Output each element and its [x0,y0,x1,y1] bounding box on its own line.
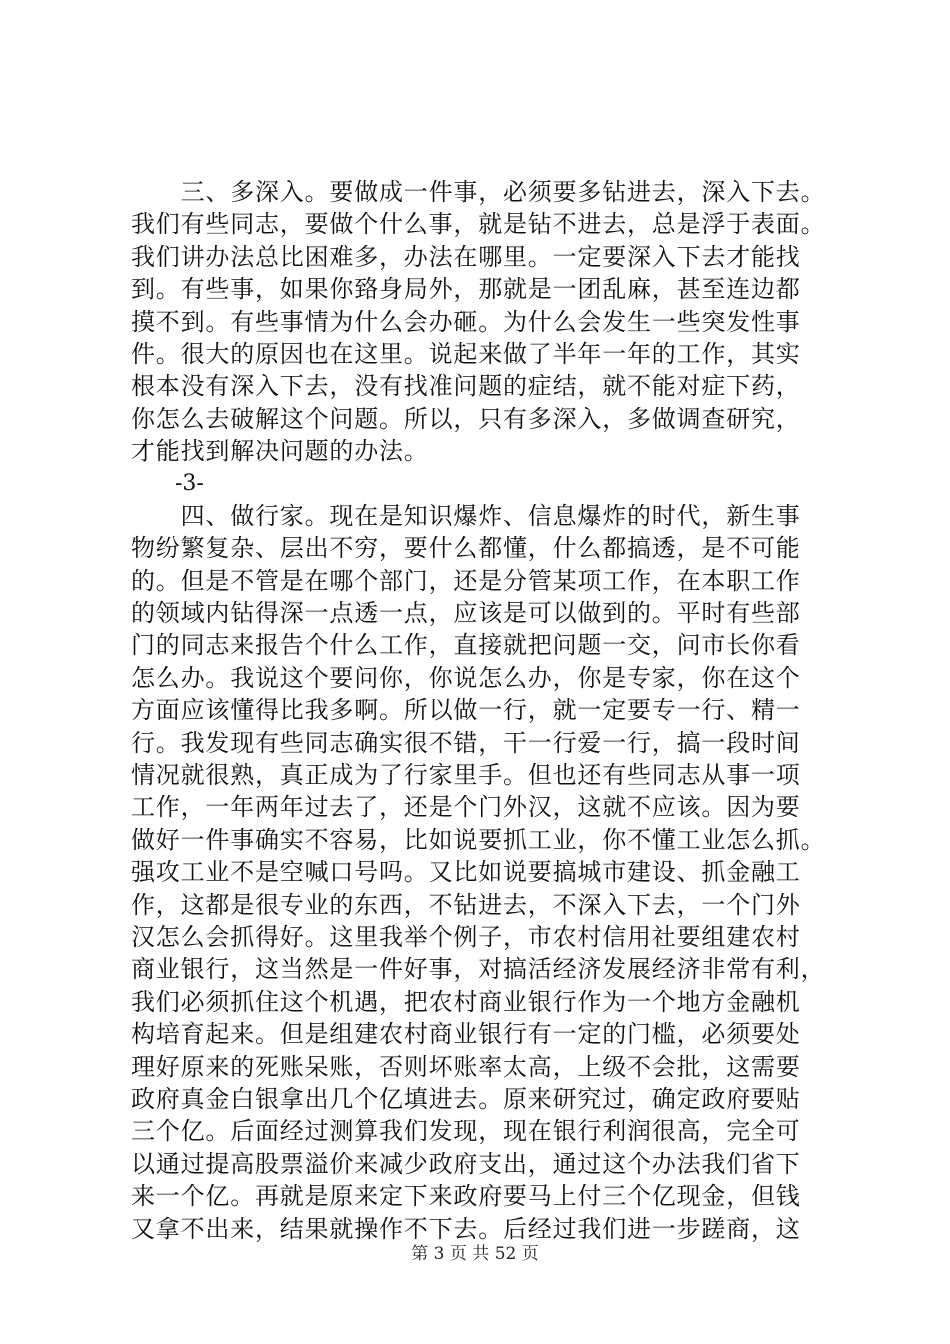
text-line: 又拿不出来，结果就操作不下去。后经过我们进一步蹉商，这 [131,1214,801,1243]
text-line: 工作，一年两年过去了，还是个门外汉，这就不应该。因为要 [131,793,801,822]
text-line: 情况就很熟，真正成为了行家里手。但也还有些同志从事一项 [131,761,801,790]
text-line: 三个亿。后面经过测算我们发现，现在银行利润很高，完全可 [131,1117,801,1146]
text-line: 我们讲办法总比困难多，办法在哪里。一定要深入下去才能找 [131,242,801,271]
text-line: 政府真金白银拿出几个亿填进去。原来研究过，确定政府要贴 [131,1084,801,1113]
text-line: 物纷繁复杂、层出不穷，要什么都懂，什么都搞透，是不可能 [131,534,801,563]
text-line: 来一个亿。再就是原来定下来政府要马上付三个亿现金，但钱 [131,1182,801,1211]
text-line: 做好一件事确实不容易，比如说要抓工业，你不懂工业怎么抓。 [131,825,826,854]
text-line: 根本没有深入下去，没有找准问题的症结，就不能对症下药， [131,372,801,401]
text-line: 三、多深入。要做成一件事，必须要多钻进去，深入下去。 [131,178,826,206]
text-line: 理好原来的死账呆账，否则坏账率太高，上级不会批，这需要 [131,1052,801,1081]
text-line: 以通过提高股票溢价来减少政府支出，通过这个办法我们省下 [131,1149,801,1178]
inline-page-marker: -3- [175,470,204,496]
text-line: 汉怎么会抓得好。这里我举个例子，市农村信用社要组建农村 [131,922,801,951]
page-footer: 第 3 页 共 52 页 [411,1244,539,1264]
text-line: 方面应该懂得比我多啊。所以做一行，就一定要专一行、精一 [131,696,801,725]
text-line: 我们必须抓住这个机遇，把农村商业银行作为一个地方金融机 [131,987,801,1016]
text-line: 门的同志来报告个什么工作，直接就把问题一交，问市长你看 [131,631,801,660]
text-line: 的领域内钻得深一点透一点，应该是可以做到的。平时有些部 [131,599,801,628]
text-line: 强攻工业不是空喊口号吗。又比如说要搞城市建设、抓金融工 [131,858,801,887]
text-line: 四、做行家。现在是知识爆炸、信息爆炸的时代，新生事 [131,501,801,530]
text-line: 才能找到解决问题的办法。 [131,437,429,466]
text-line: 作，这都是很专业的东西，不钻进去，不深入下去，一个门外 [131,890,801,919]
text-line: 构培育起来。但是组建农村商业银行有一定的门槛，必须要处 [131,1020,801,1049]
text-line: 的。但是不管是在哪个部门，还是分管某项工作，在本职工作 [131,566,801,595]
text-line: 行。我发现有些同志确实很不错，干一行爱一行，搞一段时间 [131,728,801,757]
text-line: 件。很大的原因也在这里。说起来做了半年一年的工作，其实 [131,339,801,368]
document-body [131,176,831,1245]
text-line: 商业银行，这当然是一件好事，对搞活经济发展经济非常有利， [131,955,826,984]
text-line: 怎么办。我说这个要问你，你说怎么办，你是专家，你在这个 [131,663,801,692]
text-line: 你怎么去破解这个问题。所以，只有多深入，多做调查研究， [131,404,801,433]
paragraph-section-four [131,500,831,1245]
text-line: 我们有些同志，要做个什么事，就是钻不进去，总是浮于表面。 [131,210,826,239]
paragraph-section-three [131,176,831,468]
text-line: 摸不到。有些事情为什么会办砸。为什么会发生一些突发性事 [131,307,801,336]
text-line: 到。有些事，如果你臵身局外，那就是一团乱麻，甚至连边都 [131,275,801,304]
